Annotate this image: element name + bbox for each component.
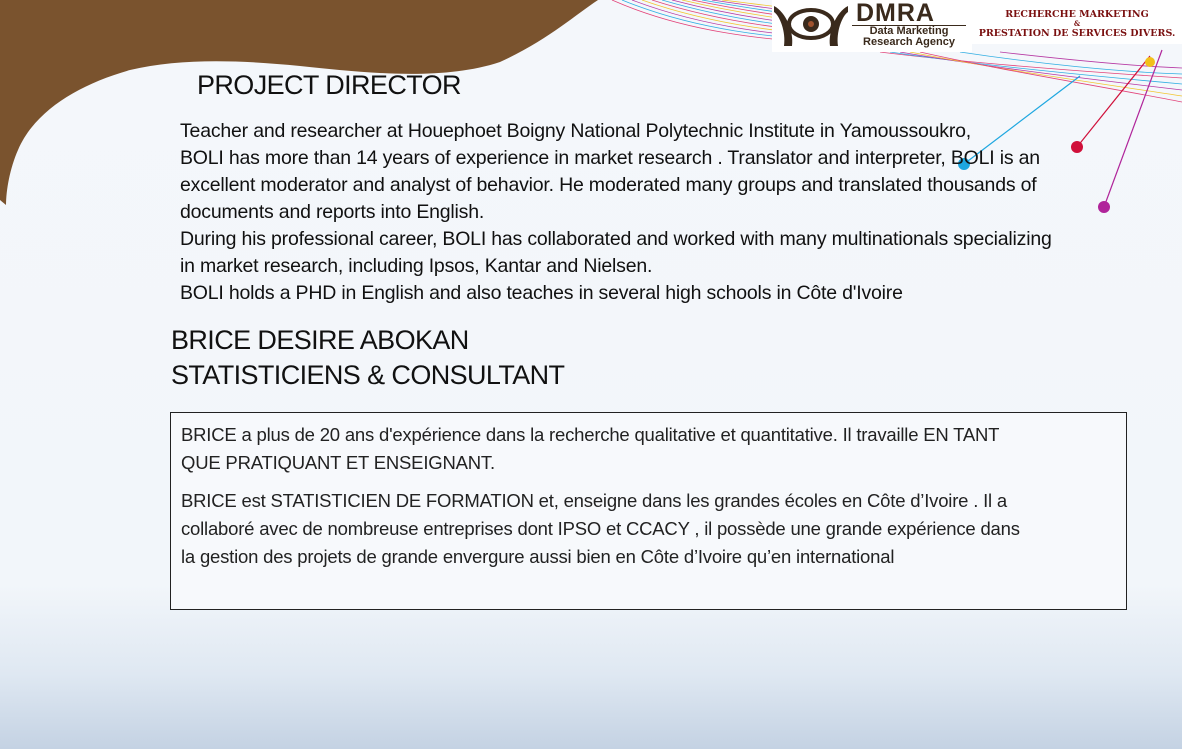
bio-line: Teacher and researcher at Houephoet Boigny National Polytechnic Institute in Yamoussoukro, xyxy=(180,120,972,142)
logo-subtitle: Data Marketing Research Agency xyxy=(852,25,966,48)
company-tagline xyxy=(972,0,1182,44)
project-director-heading: PROJECT DIRECTOR xyxy=(197,70,461,100)
consultant-bio-box xyxy=(170,412,1127,610)
bio-line: in market research, including Ipsos, Kantar and Nielsen. xyxy=(180,255,653,277)
tagline-ampersand: & xyxy=(1073,19,1081,28)
tagline-line-3: PRESTATION DE SERVICES DIVERS. xyxy=(978,28,1176,39)
consultant-paragraph-1: BRICE a plus de 20 ans d'expérience dans la recherche qualitative et quantitative. Il travaille EN TANT QUE PRATIQUANT ET ENSEIGNANT. xyxy=(181,424,1000,473)
consultant-title: STATISTICIENS & CONSULTANT xyxy=(171,360,565,390)
yellow-dot xyxy=(1145,57,1155,67)
bio-line: During his professional career, BOLI has collaborated and worked with many multinationals specializing xyxy=(180,228,1052,250)
bio-line: BOLI has more than 14 years of experience in market research . Translator and interpreter, BOLI is an xyxy=(180,147,1040,169)
bio-line: BOLI holds a PHD in English and also teaches in several high schools in Côte d'Ivoire xyxy=(180,282,903,304)
bio-line: documents and reports into English. xyxy=(180,201,485,223)
dmra-logo xyxy=(772,0,972,52)
consultant-paragraph-2: BRICE est STATISTICIEN DE FORMATION et, enseigne dans les grandes écoles en Côte d’Ivoire . Il a collaboré avec de nombreuse entreprises dont IPSO et CCACY , il possède une grande expérience dans la gestion des projets de grande envergure aussi bien en Côte d’Ivoire qu’en international xyxy=(181,490,1020,567)
bio-line: excellent moderator and analyst of behavior. He moderated many groups and translated thousands of xyxy=(180,174,1037,196)
consultant-heading xyxy=(171,323,564,393)
tagline-line-1: RECHERCHE MARKETING xyxy=(1005,9,1149,20)
project-director-bio xyxy=(180,118,1130,307)
consultant-name: BRICE DESIRE ABOKAN xyxy=(171,325,469,355)
logo-name: DMRA xyxy=(856,0,935,27)
eye-logo-icon xyxy=(772,2,850,50)
